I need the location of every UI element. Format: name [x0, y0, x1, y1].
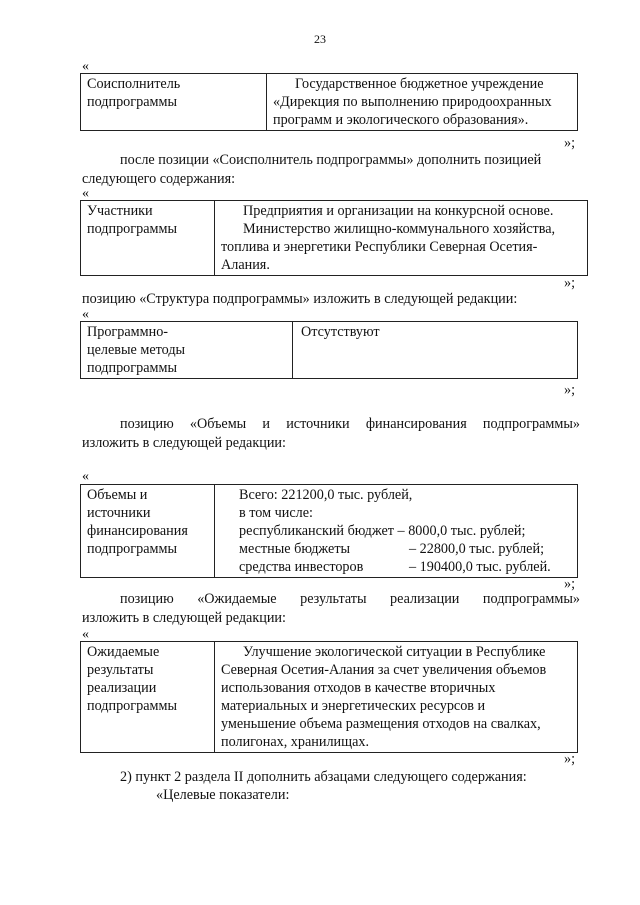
- block-structure: [80, 321, 578, 379]
- label-cell: Участники подпрограммы: [81, 201, 215, 276]
- paragraph-4: позицию «Ожидаемые результаты реализации подпрограммы» изложить в следующей редакции:: [82, 591, 580, 626]
- paragraph-1: после позиции «Соисполнитель подпрограммы» дополнить позицией следующего содержания:: [82, 152, 542, 187]
- close-quote: »;: [564, 382, 576, 398]
- financing-row: средства инвесторов – 190400,0 тыс. рублей.: [239, 559, 551, 575]
- label-cell: Объемы и источники финансирования подпрограммы: [81, 485, 215, 578]
- label-cell: Соисполнитель подпрограммы: [81, 74, 267, 131]
- paragraph-3: позицию «Объемы и источники финансирования подпрограммы» изложить в следующей редакции:: [82, 416, 580, 451]
- value-cell: Отсутствуют: [293, 322, 578, 379]
- close-quote: »;: [564, 275, 576, 291]
- label-cell: Ожидаемые результаты реализации подпрограммы: [81, 642, 215, 753]
- block-financing: [80, 484, 578, 578]
- financing-row: республиканский бюджет – 8000,0 тыс. рублей;: [239, 523, 526, 539]
- open-quote: «: [82, 59, 89, 74]
- value-cell: Улучшение экологической ситуации в Республике Северная Осетия-Алания за счет увеличения объемов использования отходов в качестве вторичных материальных и энергетических ресурсов и уменьшение объема размещения отходов на свалках, полигонах, хранилищах.: [215, 642, 578, 753]
- close-quote: »;: [564, 576, 576, 592]
- open-quote: «: [82, 186, 89, 201]
- value-cell: Всего: 221200,0 тыс. рублей, в том числе: республиканский бюджет – 8000,0 тыс. рублей; местные бюджеты – 22800,0 тыс. рублей; средства инвесторов – 190400,0 тыс. рублей.: [215, 485, 578, 578]
- close-quote: »;: [564, 135, 576, 151]
- paragraph-5: 2) пункт 2 раздела II дополнить абзацами следующего содержания:: [120, 769, 527, 785]
- label-cell: Программно- целевые методы подпрограммы: [81, 322, 293, 379]
- open-quote: «: [82, 307, 89, 322]
- page-number: 23: [314, 32, 326, 46]
- block-expected-results: [80, 641, 578, 753]
- paragraph-6: «Целевые показатели:: [156, 787, 290, 803]
- block-cosoexecutor: [80, 73, 578, 131]
- financing-row: местные бюджеты – 22800,0 тыс. рублей;: [239, 541, 545, 557]
- value-cell: Предприятия и организации на конкурсной основе. Министерство жилищно-коммунального хозяйства, топлива и энергетики Республики Северная Осетия- Алания.: [215, 201, 588, 276]
- close-quote: »;: [564, 751, 576, 767]
- open-quote: «: [82, 627, 89, 642]
- paragraph-2: позицию «Структура подпрограммы» изложить в следующей редакции:: [82, 291, 518, 307]
- open-quote: «: [82, 469, 89, 484]
- block-participants: [80, 200, 588, 276]
- value-cell: Государственное бюджетное учреждение «Дирекция по выполнению природоохранных программ и экологического образования».: [267, 74, 578, 131]
